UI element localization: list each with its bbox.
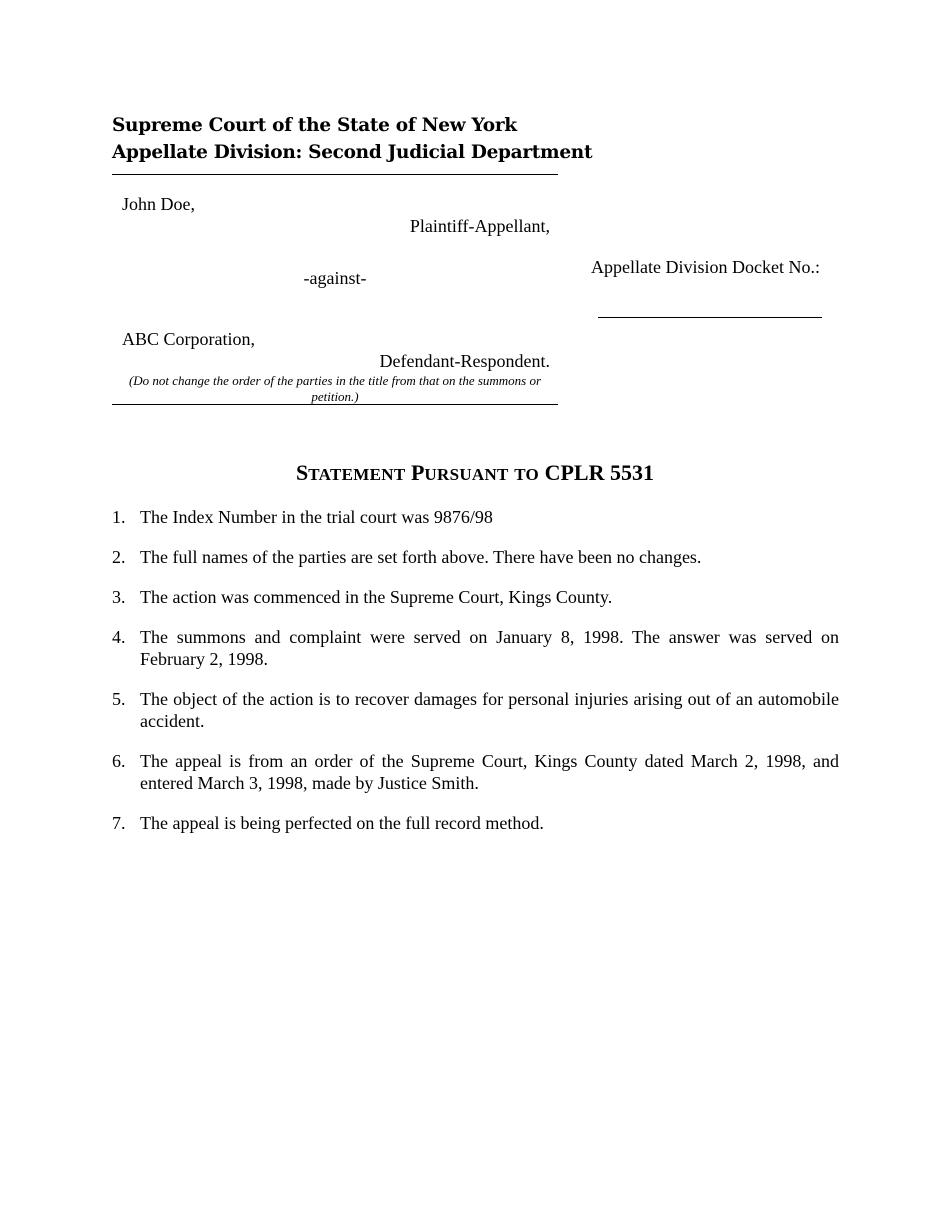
- item-text: The action was commenced in the Supreme Court, Kings County.: [140, 587, 613, 607]
- court-header: [112, 112, 593, 175]
- statement-items: [112, 506, 839, 852]
- list-item: [112, 626, 839, 670]
- item-number: 6.: [112, 751, 126, 771]
- plaintiff-role: Plaintiff-Appellant,: [409, 216, 550, 236]
- document-title: [0, 460, 950, 486]
- docket-label: Appellate Division Docket No.:: [591, 257, 820, 277]
- item-number: 4.: [112, 627, 126, 647]
- item-text: The appeal is from an order of the Supreme Court, Kings County dated March 2, 1998, and entered March 3, 1998, made by Justice Smith.: [140, 751, 839, 793]
- item-number: 5.: [112, 689, 126, 709]
- docket-number-field: [598, 317, 822, 318]
- list-item: [112, 750, 839, 794]
- defendant-role: Defendant-Respondent.: [379, 351, 550, 371]
- item-text: The full names of the parties are set forth above. There have been no changes.: [140, 547, 702, 567]
- against-label: -against-: [303, 268, 367, 288]
- item-number: 3.: [112, 587, 126, 607]
- caption-note: (Do not change the order of the parties in the title from that on the summons or petition.): [128, 373, 542, 404]
- list-item: [112, 586, 839, 608]
- list-item: [112, 812, 839, 834]
- list-item: [112, 546, 839, 568]
- title-word-pursuant: PURSUANT: [410, 460, 509, 485]
- item-text: The appeal is being perfected on the full record method.: [140, 813, 544, 833]
- item-number: 7.: [112, 813, 126, 833]
- case-caption: [112, 175, 558, 405]
- item-number: 1.: [112, 507, 126, 527]
- title-cplr: CPLR 5531: [544, 460, 654, 485]
- court-name: Supreme Court of the State of New York: [112, 115, 517, 136]
- list-item: [112, 688, 839, 732]
- list-item: [112, 506, 839, 528]
- defendant-name: ABC Corporation,: [122, 329, 255, 349]
- plaintiff-name: John Doe,: [122, 194, 195, 214]
- item-number: 2.: [112, 547, 126, 567]
- court-department: Appellate Division: Second Judicial Department: [112, 142, 593, 163]
- title-word-statement: STATEMENT: [296, 460, 406, 485]
- title-word-to: TO: [514, 465, 540, 484]
- item-text: The object of the action is to recover damages for personal injuries arising out of an automobile accident.: [140, 689, 839, 731]
- item-text: The summons and complaint were served on January 8, 1998. The answer was served on February 2, 1998.: [140, 627, 839, 669]
- item-text: The Index Number in the trial court was 9876/98: [140, 507, 493, 527]
